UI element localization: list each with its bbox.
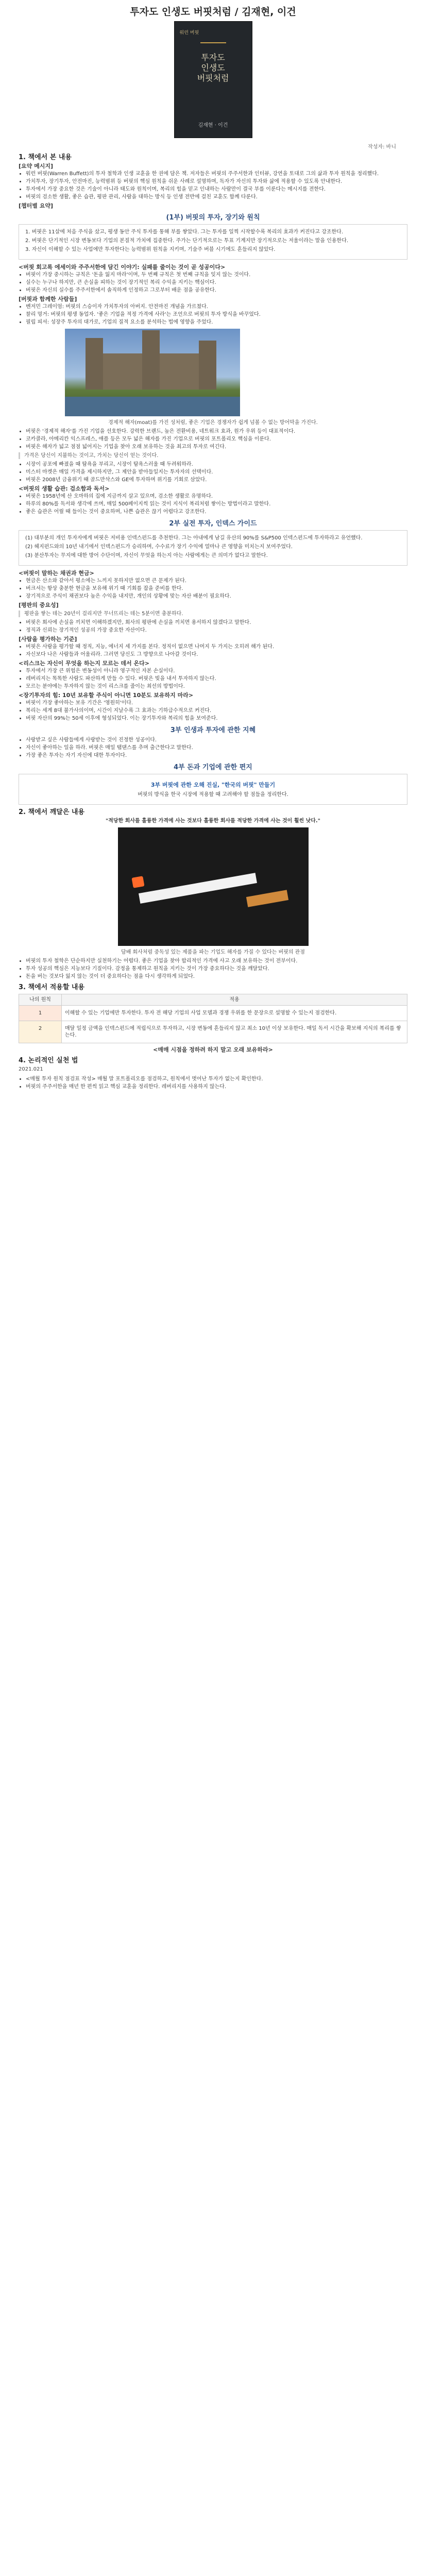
- part3-box: [19, 774, 407, 805]
- cover-title-line: 버핏처럼: [197, 73, 229, 83]
- list-item: • 돈을 버는 것보다 잃지 않는 것이 더 중요하다는 점을 다시 생각하게 되었다.: [26, 973, 407, 980]
- table-header-row: [19, 994, 407, 1006]
- author-line: 작성자: 바니: [368, 144, 396, 150]
- section-heading: 1. 책에서 본 내용: [19, 154, 72, 161]
- page: [0, 4, 426, 1113]
- castle-tower-shape: [199, 341, 216, 389]
- summary-list: [19, 171, 407, 200]
- moat-list: [19, 428, 407, 450]
- table-row: [19, 1006, 407, 1021]
- paragraph: 버핏의 방식을 한국 시장에 적용할 때 고려해야 할 점들을 정리한다.: [138, 792, 288, 798]
- list-item: • 레버리지는 똑똑한 사람도 파산하게 만들 수 있다. 버핏은 빚을 내서 투자하지 않는다.: [26, 675, 407, 682]
- quote: 가격은 당신이 지불하는 것이고, 가치는 당신이 얻는 것이다.: [19, 452, 407, 459]
- list-item: • 미스터 마켓은 매일 가격을 제시하지만, 그 제안을 받아들일지는 투자자의 선택이다.: [26, 469, 407, 476]
- list-item: • 복리는 세계 8대 불가사의이며, 시간이 지날수록 그 효과는 기하급수적으로 커진다.: [26, 707, 407, 714]
- list-item: • 투자 성공의 핵심은 지능보다 기질이다. 감정을 통제하고 원칙을 지키는 것이 가장 중요하다는 것을 깨달았다.: [26, 965, 407, 972]
- cover-title-line: 투자도: [201, 53, 225, 62]
- subheading: [평판의 중요성]: [19, 602, 59, 608]
- subheading: [사람을 평가하는 기준]: [19, 636, 77, 642]
- cigarette-ember-shape: [131, 876, 144, 888]
- bond-list: [19, 578, 407, 600]
- cover-title-line: 인생도: [201, 63, 225, 73]
- list-item: • 자신이 좋아하는 일을 하라. 버핏은 매일 탭댄스를 추며 출근한다고 말한다.: [26, 744, 407, 751]
- chapter-heading: (1부) 버핏의 투자, 장기와 원칙: [166, 214, 260, 222]
- subheading: <버핏이 말하는 채권과 현금>: [19, 570, 94, 577]
- list-item: • 버핏의 주주서한을 매년 한 편씩 읽고 핵심 교훈을 정리한다. 레버리지를 사용하지 않는다.: [26, 1083, 407, 1090]
- table-footer: <매매 시점을 정하려 하지 말고 오래 보유하라>: [153, 1046, 273, 1053]
- list-item: • 필립 피셔: 성장주 투자의 대가로, 기업의 질적 요소를 분석하는 법에 영향을 주었다.: [26, 319, 407, 326]
- practice-list: [19, 1076, 407, 1090]
- list-item: • 투자에서 가장 큰 위험은 변동성이 아니라 영구적인 자본 손실이다.: [26, 668, 407, 674]
- table-cell: 이해할 수 있는 기업에만 투자한다. 투자 전 해당 기업의 사업 모델과 경쟁 우위를 한 문장으로 설명할 수 있는지 점검한다.: [62, 1006, 407, 1021]
- chapter-heading: 4부 돈과 기업에 관한 편지: [174, 764, 252, 771]
- list-item: • <매월 투자 원칙 점검표 작성> 매월 말 포트폴리오를 점검하고, 원칙에서 벗어난 투자가 없는지 확인한다.: [26, 1076, 407, 1082]
- paragraph: 2. 버핏은 단기적인 시장 변동보다 기업의 본질적 가치에 집중한다. 주가는 단기적으로는 투표 기계지만 장기적으로는 저울이라는 말을 인용한다.: [25, 238, 349, 244]
- paragraph: (2) 헤지펀드와의 10년 내기에서 인덱스펀드가 승리하며, 수수료가 장기 수익에 얼마나 큰 영향을 미치는지 보여주었다.: [25, 544, 293, 550]
- list-item: • 하루의 80%를 독서와 생각에 쓰며, 매일 500페이지씩 읽는 것이 지식이 복리처럼 쌓이는 방법이라고 말한다.: [26, 501, 407, 507]
- cover-title: [175, 53, 252, 83]
- longterm-list: [19, 700, 407, 722]
- habit-list: [19, 493, 407, 515]
- list-item: • 버핏이 가장 좋아하는 보유 기간은 '영원히'이다.: [26, 700, 407, 706]
- people2-list: [19, 643, 407, 658]
- table-header: 적용: [62, 994, 407, 1006]
- castle-tower-shape: [142, 330, 160, 389]
- cover-badge: 워런 버핏: [179, 30, 199, 36]
- list-item: • 워런 버핏(Warren Buffett)의 투자 철학과 인생 교훈을 한 권에 담은 책. 저자들은 버핏의 주주서한과 인터뷰, 강연을 토대로 그의 삶과 투자 원칙을 정리했다.: [26, 171, 407, 177]
- reputation-list: [19, 619, 407, 634]
- date-label: 2021.021: [19, 1066, 43, 1072]
- list-item: • 버핏의 투자 철학은 단순하지만 실천하기는 어렵다. 좋은 기업을 찾아 합리적인 가격에 사고 오래 보유하는 것이 전부이다.: [26, 958, 407, 964]
- number-icon: 2: [38, 1026, 42, 1031]
- number-icon: 1: [38, 1010, 42, 1016]
- part1-box: [19, 224, 407, 260]
- people-list: [19, 303, 407, 326]
- list-item: • 코카콜라, 아메리칸 익스프레스, 애플 등은 모두 넓은 해자를 가진 기업으로 버핏의 포트폴리오 핵심을 이룬다.: [26, 436, 407, 443]
- interview-list: [19, 272, 407, 294]
- list-item: • 버핏은 1958년에 산 오마하의 집에 지금까지 살고 있으며, 검소한 생활로 유명하다.: [26, 493, 407, 500]
- insight-list: [19, 958, 407, 980]
- content: [0, 154, 426, 1090]
- moat-water-shape: [65, 397, 240, 416]
- subheading: <버핏의 생활 습관: 검소함과 독서>: [19, 485, 110, 492]
- list-item: • 버핏이 가장 중시하는 규칙은 '돈을 잃지 마라'이며, 두 번째 규칙은 첫 번째 규칙을 잊지 않는 것이다.: [26, 272, 407, 278]
- summary-title: [요약 메시지]: [19, 163, 54, 170]
- risk-list: [19, 668, 407, 690]
- row-icon-cell: [19, 1021, 62, 1043]
- paragraph: (3) 분산투자는 무지에 대한 방어 수단이며, 자신이 무엇을 하는지 아는 사람에게는 큰 의미가 없다고 말한다.: [25, 553, 268, 558]
- book-cover-image: [174, 21, 252, 138]
- box-title: 3부 버핏에 관한 오해 진실, "한국의 버핏" 만들기: [150, 782, 276, 788]
- list-item: • 찰리 멍거: 버핏의 평생 동업자. '좋은 기업을 적정 가격에 사라'는 조언으로 버핏의 투자 방식을 바꾸었다.: [26, 311, 407, 318]
- table-cell: 매달 일정 금액을 인덱스펀드에 적립식으로 투자하고, 시장 변동에 흔들리지 않고 최소 10년 이상 보유한다. 매일 독서 시간을 확보해 지식의 복리를 쌓는다.: [62, 1021, 407, 1043]
- section-heading: 2. 책에서 깨달은 내용: [19, 808, 85, 816]
- detail-title: [챕터별 요약]: [19, 202, 54, 209]
- list-item: • 시장이 공포에 빠졌을 때 탐욕을 부리고, 시장이 탐욕스러울 때 두려워하라.: [26, 461, 407, 468]
- table-header: 나의 원칙: [19, 994, 62, 1006]
- part2-box: [19, 530, 407, 566]
- list-item: • 좋은 습관은 어릴 때 들이는 것이 중요하며, 나쁜 습관은 끊기 어렵다고 강조한다.: [26, 509, 407, 515]
- row-icon-cell: [19, 1006, 62, 1021]
- section-heading: 4. 논리적인 실천 법: [19, 1057, 78, 1064]
- list-item: • 버핏은 사람을 평가할 때 정직, 지능, 에너지 세 가지를 본다. 정직이 없으면 나머지 두 가지는 오히려 해가 된다.: [26, 643, 407, 650]
- castle-moat-image: [65, 329, 240, 416]
- list-item: • 장기적으로 주식이 채권보다 높은 수익을 내지만, 개인의 상황에 맞는 자산 배분이 필요하다.: [26, 593, 407, 600]
- castle-tower-shape: [86, 338, 103, 389]
- cover-divider: [200, 42, 226, 43]
- book-cover-area: [0, 21, 426, 140]
- list-item: • 버핏은 2008년 금융위기 때 골드만삭스와 GE에 투자하며 위기를 기회로 삼았다.: [26, 477, 407, 483]
- chapter-heading: 2부 실전 투자, 인덱스 가이드: [169, 520, 257, 528]
- list-item: • 버핏은 자신의 실수를 주주서한에서 솔직하게 인정하고 그로부터 배운 점을 공유한다.: [26, 287, 407, 294]
- list-item: • 버핏은 회사에 손실을 끼치면 이해하겠지만, 회사의 평판에 손실을 끼치면 용서하지 않겠다고 말한다.: [26, 619, 407, 626]
- subheading: <장기투자의 힘: 10년 보유할 주식이 아니면 10분도 보유하지 마라>: [19, 692, 194, 699]
- list-item: • 사랑받고 싶은 사람들에게 사랑받는 것이 진정한 성공이다.: [26, 737, 407, 743]
- life-list: [19, 737, 407, 759]
- cigarette-filter-shape: [246, 890, 288, 907]
- list-item: • 자신보다 나은 사람들과 어울리라. 그러면 당신도 그 방향으로 나아갈 것이다.: [26, 651, 407, 658]
- table-row: [19, 1021, 407, 1043]
- list-item: • 모르는 분야에는 투자하지 않는 것이 리스크를 줄이는 최선의 방법이다.: [26, 683, 407, 690]
- quote: "적당한 회사를 훌륭한 가격에 사는 것보다 훌륭한 회사를 적당한 가격에 사는 것이 훨씬 낫다.": [106, 818, 320, 824]
- list-item: • 실수는 누구나 하지만, 큰 손실을 피하는 것이 장기적인 복리 수익을 지키는 핵심이다.: [26, 279, 407, 286]
- list-item: • 현금은 산소와 같아서 평소에는 느끼지 못하지만 없으면 큰 문제가 된다.: [26, 578, 407, 584]
- list-item: • 정직과 신뢰는 장기적인 성공의 가장 중요한 자산이다.: [26, 627, 407, 634]
- cover-author: 김재현 · 이건: [198, 123, 228, 128]
- cigarette-paper-shape: [139, 873, 257, 904]
- list-item: • 버핏은 '경제적 해자'를 가진 기업을 선호한다. 강력한 브랜드, 높은 전환비용, 네트워크 효과, 원가 우위 등이 대표적이다.: [26, 428, 407, 435]
- list-item: • 버핏 자산의 99%는 50세 이후에 형성되었다. 이는 장기투자와 복리의 힘을 보여준다.: [26, 715, 407, 722]
- list-item: • 투자에서 가장 중요한 것은 기술이 아니라 태도와 원칙이며, 복리의 힘을 믿고 인내하는 사람만이 결국 부를 이룬다는 메시지를 전한다.: [26, 186, 407, 193]
- paragraph: (1) 대부분의 개인 투자자에게 버핏은 저비용 인덱스펀드를 추천한다. 그는 아내에게 남길 유산의 90%를 S&P500 인덱스펀드에 투자하라고 유언했다.: [25, 535, 363, 541]
- paragraph: 3. 자신이 이해할 수 있는 사업에만 투자한다는 능력범위 원칙을 지키며, 기술주 버블 시기에도 흔들리지 않았다.: [25, 247, 276, 252]
- page-title: 투자도 인생도 버핏처럼 / 김재현, 이건: [130, 6, 296, 18]
- chapter-heading: 3부 인생과 투자에 관한 지혜: [170, 726, 256, 734]
- section-heading: 3. 책에서 적용할 내용: [19, 984, 85, 991]
- quote: 평판을 쌓는 데는 20년이 걸리지만 무너뜨리는 데는 5분이면 충분하다.: [19, 611, 407, 617]
- list-item: • 버핏의 검소한 생활, 좋은 습관, 평판 관리, 사람을 대하는 방식 등 인생 전반에 걸친 교훈도 함께 다룬다.: [26, 194, 407, 200]
- subheading: <버핏 회고록 에세이와 주주서한에 담긴 이야기: 실패를 줄이는 것이 곧 성공이다>: [19, 264, 226, 270]
- subheading: <리스크는 자신이 무엇을 하는지 모르는 데서 온다>: [19, 660, 149, 667]
- cigarette-image: [118, 827, 309, 946]
- list-item: • 버핏은 해자가 넓고 점점 넓어지는 기업을 찾아 오래 보유하는 것을 최고의 투자로 여긴다.: [26, 444, 407, 450]
- application-table: [19, 994, 407, 1043]
- image-caption: 경제적 해자(moat)를 가진 성처럼, 좋은 기업은 경쟁자가 쉽게 넘볼 수 없는 방어막을 가진다.: [108, 420, 318, 426]
- list-item: • 버크셔는 항상 충분한 현금을 보유해 위기 때 기회를 잡을 준비를 한다.: [26, 585, 407, 592]
- list-item: • 가치투자, 장기투자, 안전마진, 능력범위 등 버핏의 핵심 원칙을 쉬운 사례로 설명하며, 독자가 자신의 투자와 삶에 적용할 수 있도록 안내한다.: [26, 178, 407, 185]
- image-caption: 담배 회사처럼 중독성 있는 제품을 파는 기업도 해자를 가질 수 있다는 버핏의 관점: [121, 950, 305, 955]
- paragraph: 1. 버핏은 11살에 처음 주식을 샀고, 평생 동안 주식 투자를 통해 부를 쌓았다. 그는 투자를 일찍 시작할수록 복리의 효과가 커진다고 강조한다.: [25, 229, 344, 235]
- market-list: [19, 461, 407, 483]
- list-item: • 가장 좋은 투자는 자기 자신에 대한 투자이다.: [26, 752, 407, 759]
- subheading: [버핏과 함께한 사람들]: [19, 296, 77, 302]
- list-item: • 벤저민 그레이엄: 버핏의 스승이자 가치투자의 아버지. 안전마진 개념을 가르쳤다.: [26, 303, 407, 310]
